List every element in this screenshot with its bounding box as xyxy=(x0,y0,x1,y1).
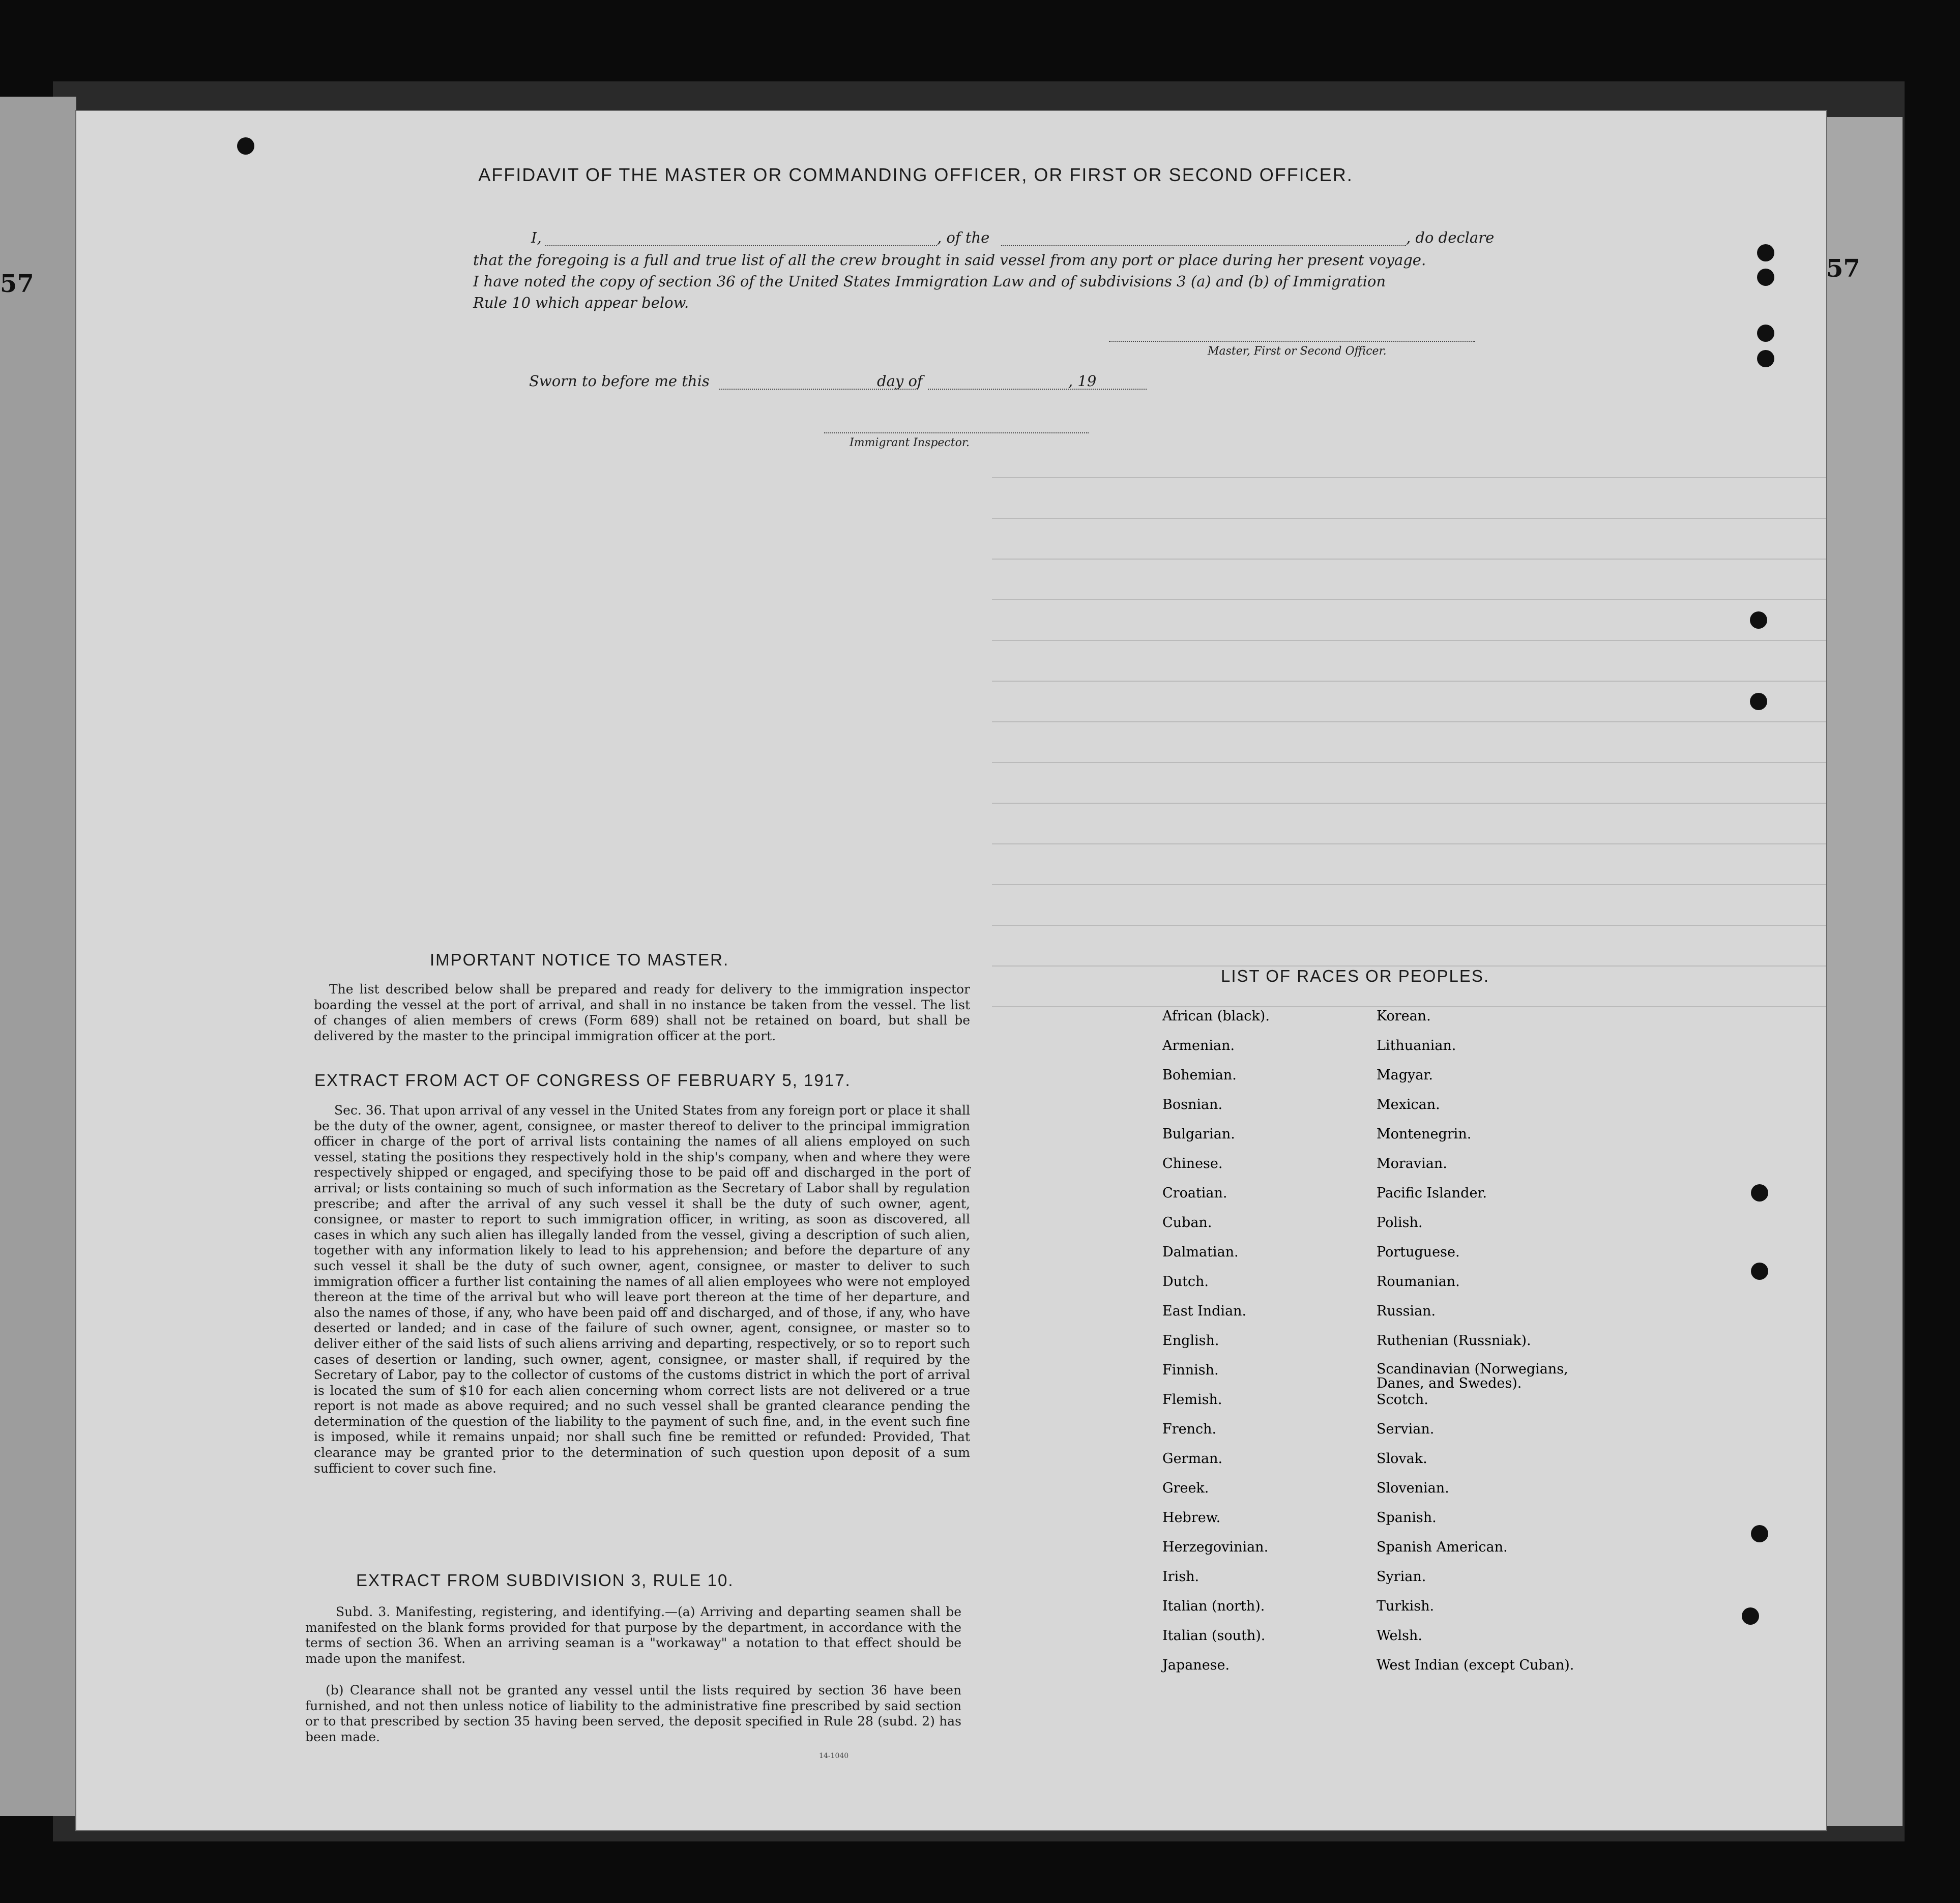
race-item: East Indian. xyxy=(1162,1303,1247,1319)
race-item: German. xyxy=(1162,1451,1223,1467)
race-item: Syrian. xyxy=(1377,1569,1426,1585)
race-item: Mexican. xyxy=(1377,1097,1440,1112)
race-item: Slovenian. xyxy=(1377,1480,1449,1496)
race-item: Polish. xyxy=(1377,1215,1423,1231)
margin-number-left: 57 xyxy=(0,270,34,298)
race-item: Scandinavian (Norwegians, Danes, and Swedes). xyxy=(1377,1361,1568,1391)
race-item: Chinese. xyxy=(1162,1156,1223,1172)
extract-rule-text-b: (b) Clearance shall not be granted any vessel until the lists required by section 36 have been furnished, and not then unless notice of liability to the administrative fine prescribed by said section or to that prescribed by section 35 having been served, the deposit specified in Rule 28 (subd. 2) has been made. xyxy=(305,1683,961,1744)
race-item: Bosnian. xyxy=(1162,1097,1223,1112)
race-item: Cuban. xyxy=(1162,1215,1212,1231)
notice-text: The list described below shall be prepared and ready for delivery to the immigration inspector boarding the vessel at the port of arrival, and shall in no instance be taken from the vessel. The list of changes of alien members of crews (Form 689) shall not be retained on board, but shall be delivered by the master to the principal immigration officer at the port. xyxy=(314,982,970,1043)
race-item: Ruthenian (Russniak). xyxy=(1377,1333,1531,1349)
race-item: English. xyxy=(1162,1333,1219,1349)
race-item: Magyar. xyxy=(1377,1067,1433,1083)
race-item: Bohemian. xyxy=(1162,1067,1237,1083)
punch-hole xyxy=(1751,1525,1768,1542)
affidavit-line-2: that the foregoing is a full and true list of all the crew brought in said vessel from any port or place during her present voyage. xyxy=(473,251,1426,269)
race-item: Italian (south). xyxy=(1162,1628,1266,1644)
punch-hole xyxy=(1742,1607,1759,1625)
race-item: Lithuanian. xyxy=(1377,1038,1456,1053)
punch-hole xyxy=(1750,693,1767,710)
affidavit-line-3: I have noted the copy of section 36 of the United States Immigration Law and of subdivisions 3 (a) and (b) of Immigration xyxy=(473,273,1386,290)
form-number: 14-1040 xyxy=(819,1752,849,1760)
race-item: Dalmatian. xyxy=(1162,1244,1239,1260)
race-item: Servian. xyxy=(1377,1421,1435,1437)
race-item: French. xyxy=(1162,1421,1217,1437)
affidavit-title: AFFIDAVIT OF THE MASTER OR COMMANDING OFFICER, OR FIRST OR SECOND OFFICER. xyxy=(478,164,1353,185)
affidavit-line-4: Rule 10 which appear below. xyxy=(473,294,689,311)
race-item: Spanish American. xyxy=(1377,1539,1508,1555)
punch-hole xyxy=(1757,350,1774,367)
races-left-column xyxy=(1162,1008,1270,1687)
race-item: Italian (north). xyxy=(1162,1598,1265,1614)
sworn-day-of: day of xyxy=(877,372,923,390)
affidavit-declare: , do declare xyxy=(1406,229,1495,246)
race-item: African (black). xyxy=(1162,1008,1270,1024)
affidavit-of-the: , of the xyxy=(937,229,990,246)
race-item: Irish. xyxy=(1162,1569,1200,1585)
race-item: Moravian. xyxy=(1377,1156,1447,1172)
race-item: Dutch. xyxy=(1162,1274,1209,1290)
race-item: Bulgarian. xyxy=(1162,1126,1235,1142)
manifest-page xyxy=(76,111,1826,1830)
race-item: Roumanian. xyxy=(1377,1274,1460,1290)
race-item: Herzegovinian. xyxy=(1162,1539,1269,1555)
race-item: Pacific Islander. xyxy=(1377,1185,1487,1201)
races-title: LIST OF RACES OR PEOPLES. xyxy=(1221,967,1490,985)
punch-hole xyxy=(237,137,254,155)
extract-rule-text-a: Subd. 3. Manifesting, registering, and identifying.—(a) Arriving and departing seamen shall be manifested on the blank forms provided for that purpose by the department, in accordance with the terms of section 36. When an arriving seaman is a "workaway" a notation to that effect should be made upon the manifest. xyxy=(305,1604,961,1666)
underlying-page-left xyxy=(0,97,76,1816)
race-item: Russian. xyxy=(1377,1303,1436,1319)
races-right-column xyxy=(1377,1008,1580,1687)
race-item: Welsh. xyxy=(1377,1628,1422,1644)
race-item: Turkish. xyxy=(1377,1598,1435,1614)
race-item: Scotch. xyxy=(1377,1392,1428,1408)
race-item: Japanese. xyxy=(1162,1657,1230,1673)
margin-number-right: 57 xyxy=(1826,254,1860,283)
race-item: Flemish. xyxy=(1162,1392,1222,1408)
race-item: Croatian. xyxy=(1162,1185,1227,1201)
race-item: Greek. xyxy=(1162,1480,1209,1496)
punch-hole xyxy=(1751,1184,1768,1202)
race-item: Spanish. xyxy=(1377,1510,1437,1526)
sworn-prefix: Sworn to before me this xyxy=(529,372,710,390)
sworn-year: , 19 xyxy=(1068,372,1097,390)
race-item: Slovak. xyxy=(1377,1451,1427,1467)
punch-hole xyxy=(1757,325,1774,342)
inspector-caption: Immigrant Inspector. xyxy=(850,436,970,449)
notice-title: IMPORTANT NOTICE TO MASTER. xyxy=(430,950,729,969)
extract-act-text: Sec. 36. That upon arrival of any vessel in the United States from any foreign port or place it shall be the duty of the owner, agent, consignee, or master thereof to deliver to the principal immigration officer in charge of the port of arrival lists containing the names of all aliens employed on such vessel, stating the positions they respectively hold in the ship's company, when and where they were respectively shipped or engaged, and specifying those to be paid off and discharged in the port of arrival; or lists containing so much of such information as the Secretary of Labor shall by regulation prescribe; and after the arrival of any such vessel it shall be the duty of such owner, agent, consignee, or master to report to such immigration officer, in writing, as soon as discovered, all cases in which any such alien has illegally landed from the vessel, giving a description of such alien, together with any information likely to lead to his apprehension; and before the departure of any such vessel it shall be the duty of such owner, agent, consignee, or master to deliver to such immigration officer a further list containing the names of all alien employees who were not employed thereon at the time of the arrival but who will leave port thereon at the time of her departure, and also the names of those, if any, who have been paid off and discharged, and of those, if any, who have deserted or landed; and in case of the failure of such owner, agent, consignee, or master so to deliver either of the said lists of such aliens arriving and departing, respectively, or so to report such cases of desertion or landing, such owner, agent, consignee, or master shall, if required by the Secretary of Labor, pay to the collector of customs of the customs district in which the port of arrival is located the sum of $10 for each alien concerning whom correct lists are not delivered or a true report is not made as above required; and no such vessel shall be granted clearance pending the determination of the question of the liability to the payment of such fine, and, in the event such fine is imposed, while it remains unpaid; nor shall such fine be remitted or refunded: Provided, That clearance may be granted prior to the determination of such question upon deposit of a sum sufficient to cover such fine. xyxy=(314,1103,970,1476)
extract-rule-title: EXTRACT FROM SUBDIVISION 3, RULE 10. xyxy=(356,1571,734,1590)
extract-act-title: EXTRACT FROM ACT OF CONGRESS OF FEBRUARY 5, 1917. xyxy=(314,1071,851,1090)
punch-hole xyxy=(1751,1263,1768,1280)
race-item: Hebrew. xyxy=(1162,1510,1221,1526)
race-item: Armenian. xyxy=(1162,1038,1235,1053)
signature-caption: Master, First or Second Officer. xyxy=(1208,345,1387,358)
race-item: Montenegrin. xyxy=(1377,1126,1472,1142)
punch-hole xyxy=(1757,269,1774,286)
race-item: Korean. xyxy=(1377,1008,1431,1024)
punch-hole xyxy=(1750,611,1767,629)
punch-hole xyxy=(1757,244,1774,261)
race-item: Finnish. xyxy=(1162,1362,1219,1378)
race-item: West Indian (except Cuban). xyxy=(1377,1657,1574,1673)
affidavit-i: I, xyxy=(531,229,542,246)
race-item: Portuguese. xyxy=(1377,1244,1460,1260)
